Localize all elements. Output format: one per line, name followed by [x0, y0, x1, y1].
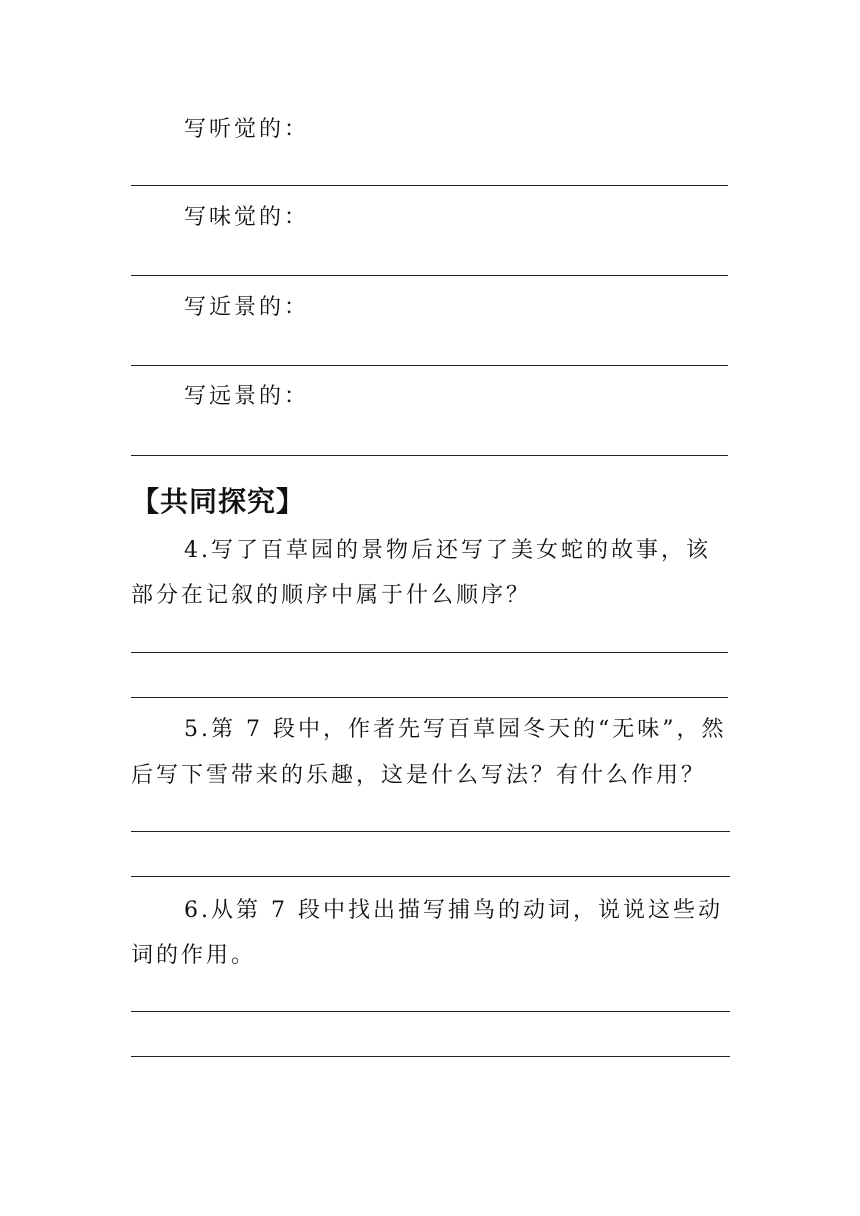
question-5-line-2: 后写下雪带来的乐趣，这是什么写法？有什么作用？	[131, 763, 707, 788]
answer-line-near-view[interactable]	[131, 365, 728, 366]
prompt-hearing: 写听觉的：	[184, 117, 310, 142]
answer-line-q4-2[interactable]	[131, 697, 728, 698]
answer-line-q6-2[interactable]	[131, 1056, 730, 1057]
answer-line-q5-1[interactable]	[131, 831, 730, 832]
answer-line-far-view[interactable]	[131, 455, 728, 456]
answer-line-q5-2[interactable]	[131, 876, 730, 877]
answer-line-q6-1[interactable]	[131, 1011, 730, 1012]
prompt-far-view: 写远景的：	[184, 384, 310, 409]
question-6-line-2: 词的作用。	[131, 943, 257, 968]
section-heading: 【共同探究】	[131, 485, 306, 518]
question-5-line-1: 5.第 7 段中，作者先写百草园冬天的“无味”，然	[184, 717, 727, 742]
question-4-line-2: 部分在记叙的顺序中属于什么顺序？	[131, 583, 532, 608]
prompt-taste: 写味觉的：	[184, 205, 310, 230]
answer-line-taste[interactable]	[131, 275, 728, 276]
prompt-near-view: 写近景的：	[184, 295, 310, 320]
answer-line-hearing[interactable]	[131, 185, 728, 186]
question-6-line-1: 6.从第 7 段中找出描写捕鸟的动词，说说这些动	[184, 898, 723, 923]
answer-line-q4-1[interactable]	[131, 652, 728, 653]
question-4-line-1: 4.写了百草园的景物后还写了美女蛇的故事，该	[184, 538, 711, 563]
